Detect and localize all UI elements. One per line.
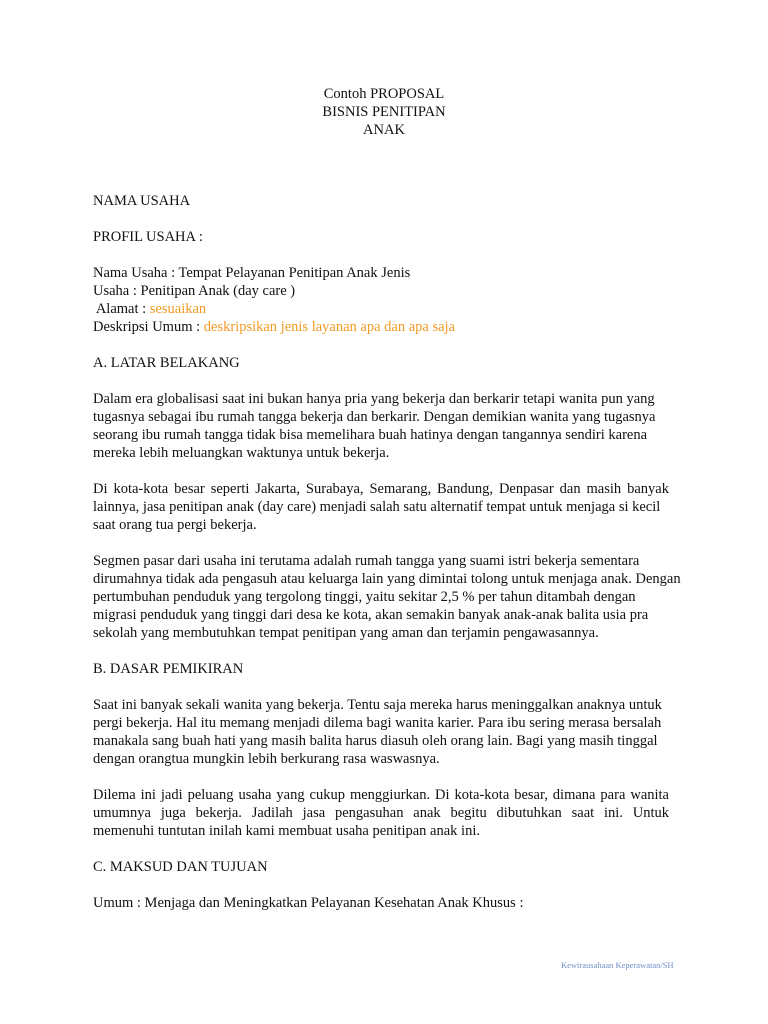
page-footer: Kewirausahaan Keperawatan/SH — [561, 960, 674, 970]
alamat-label: Alamat : — [93, 301, 150, 317]
section-c-heading: C. MAKSUD DAN TUJUAN — [93, 859, 268, 875]
section-a-paragraph-2 — [93, 480, 669, 534]
paragraph-line: memenuhi tuntutan inilah kami membuat usaha penitipan anak ini. — [93, 823, 480, 839]
alamat-line — [93, 300, 669, 318]
section-a-heading: A. LATAR BELAKANG — [93, 355, 240, 371]
section-b-paragraph-1 — [93, 696, 669, 768]
paragraph-line — [93, 570, 681, 588]
document-body — [93, 192, 681, 912]
deskripsi-value: deskripsikan jenis layanan apa dan apa saja — [203, 319, 456, 335]
paragraph-line: Dalam era globalisasi saat ini bukan hanya pria yang bekerja dan berkarir tetapi wanita pun yang — [93, 391, 655, 407]
deskripsi-line — [93, 318, 669, 336]
paragraph-line: migrasi penduduk yang tinggi dari desa ke kota, akan semakin banyak anak-anak balita usia pra — [93, 607, 649, 623]
profil-block — [93, 264, 669, 336]
paragraph-text: i tolong untuk menjaga anak. Dengan — [463, 571, 681, 587]
paragraph-line: tugasnya sebagai ibu rumah tangga bekerja dan berkarir. Dengan demikian wanita yang tugasnya — [93, 409, 656, 425]
paragraph-line: saat orang tua pergi bekerja. — [93, 517, 257, 533]
profil-line-2: Usaha : Penitipan Anak (day care ) — [93, 283, 296, 299]
section-c-umum: Umum : Menjaga dan Meningkatkan Pelayanan Kesehatan Anak Khusus : — [93, 895, 524, 911]
profil-line-1: Nama Usaha : Tempat Pelayanan Penitipan Anak Jenis — [93, 265, 411, 281]
deskripsi-label: Deskripsi Umum : — [93, 319, 204, 335]
paragraph-line: seorang ibu rumah tangga tidak bisa memelihara buah hatinya dengan tangannya sendiri karena — [93, 427, 648, 443]
paragraph-line: Saat ini banyak sekali wanita yang bekerja. Tentu saja mereka harus meninggalkan anaknya untuk — [93, 697, 662, 713]
title-line-3: ANAK — [363, 122, 405, 138]
paragraph-line: Dilema ini jadi peluang usaha yang cukup menggiurkan. Di kota-kota besar, dimana para wanita — [93, 787, 669, 803]
paragraph-line: mereka lebih meluangkan waktunya untuk bekerja. — [93, 445, 390, 461]
paragraph-line: pergi bekerja. Hal itu memang menjadi dilema bagi wanita karier. Para ibu sering merasa bersalah — [93, 715, 662, 731]
paragraph-line: lainnya, jasa penitipan anak (day care) menjadi salah satu alternatif tempat untuk menjaga si kecil — [93, 499, 661, 515]
paragraph-line: Segmen pasar dari usaha ini terutama adalah rumah tangga yang suami istri bekerja sementara — [93, 553, 640, 569]
section-b-heading: B. DASAR PEMIKIRAN — [93, 661, 244, 677]
profil-usaha-heading: PROFIL USAHA : — [93, 229, 203, 245]
paragraph-line: umumnya juga bekerja. Jadilah jasa pengasuhan anak begitu dibutuhkan saat ini. Untuk — [93, 805, 669, 821]
alamat-value: sesuaikan — [149, 301, 207, 317]
title-line-1: Contoh PROPOSAL — [323, 86, 445, 102]
paragraph-line: pertumbuhan penduduk yang tergolong tinggi, yaitu sekitar 2,5 % per tahun ditambah dengan — [93, 589, 636, 605]
section-b-paragraph-2 — [93, 786, 669, 840]
document-title — [0, 85, 768, 139]
title-line-2: BISNIS PENITIPAN — [322, 104, 446, 120]
paragraph-line: Di kota-kota besar seperti Jakarta, Surabaya, Semarang, Bandung, Denpasar dan masih banyak — [93, 481, 669, 497]
paragraph-line: sekolah yang membutuhkan tempat penitipan yang aman dan terjamin pengawasannya. — [93, 625, 599, 641]
section-a-paragraph-1 — [93, 390, 669, 462]
section-a-paragraph-3 — [93, 552, 681, 642]
paragraph-line: dengan orangtua mungkin lebih berkurang rasa waswasnya. — [93, 751, 440, 767]
nama-usaha-heading: NAMA USAHA — [93, 193, 191, 209]
paragraph-line: manakala sang buah hati yang masih balita harus diasuh oleh orang lain. Bagi yang masih tinggal — [93, 733, 658, 749]
paragraph-text: dirumahnya tidak ada pengasuh atau keluarga lain yang diminta — [93, 571, 464, 587]
